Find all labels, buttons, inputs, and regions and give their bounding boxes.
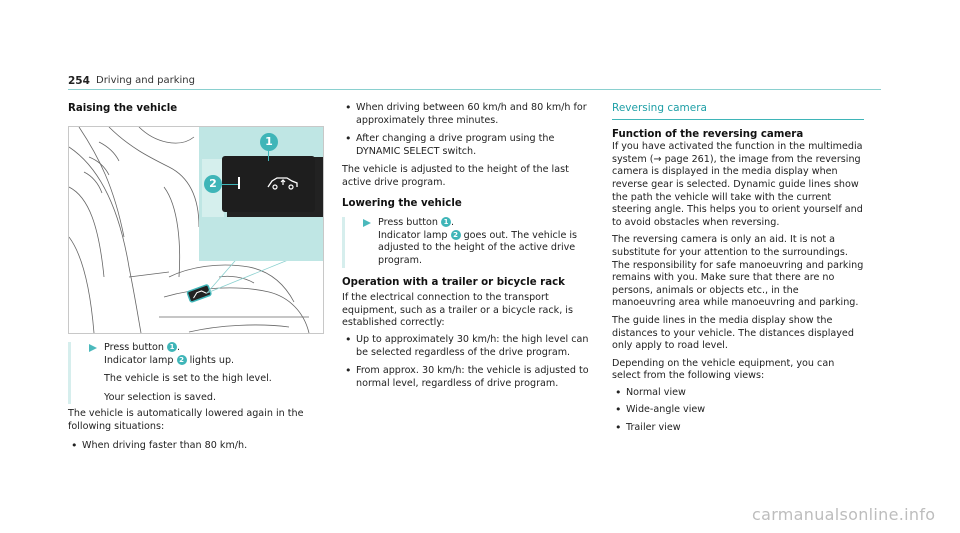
result-saved: Your selection is saved. xyxy=(104,391,217,403)
indicator-lamp xyxy=(238,177,240,189)
header-rule xyxy=(68,89,881,90)
callout-2: 2 xyxy=(204,175,222,193)
middle-column xyxy=(342,102,592,390)
step-press-button: Press button 1 . Indicator lamp 2 lights up. xyxy=(87,342,323,367)
page-number: 254 xyxy=(68,75,90,87)
trailer-text: If the electrical connection to the transport equipment, such as a trailer or a bicycle rack, is established correctly: xyxy=(342,292,573,329)
lowering-steps xyxy=(342,217,592,267)
para-aid: The reversing camera is only an aid. It is not a substitute for your attention to the surroundings. The responsibility for safe manoeuvring and parking remains with you. Make sure that there are no persons, animals or objects etc., in the manoeuvring area while manoeuvring and parking. xyxy=(612,234,864,309)
list-item: • Up to approximately 30 km/h: the high level can be selected regardless of the drive program. xyxy=(342,334,592,359)
callout-2-leader xyxy=(222,184,238,185)
list-item: • After changing a drive program using the DYNAMIC SELECT switch. xyxy=(342,133,592,158)
para-guidelines: The guide lines in the media display show the distances to your vehicle. The distances displayed only apply to road level. xyxy=(612,314,854,352)
car-raise-icon[interactable] xyxy=(266,175,300,191)
lowering-title: Lowering the vehicle xyxy=(342,197,462,209)
list-item: • When driving between 60 km/h and 80 km/h for approximately three minutes. xyxy=(342,102,592,127)
callout-1-leader xyxy=(268,151,269,161)
para-views: Depending on the vehicle equipment, you can select from the following views: xyxy=(612,357,835,382)
button-ref-1: 1 xyxy=(441,217,451,227)
watermark: carmanualsonline.info xyxy=(752,505,936,524)
list-item: • Trailer view xyxy=(612,422,864,435)
result-high-level: The vehicle is set to the high level. xyxy=(104,373,272,385)
list-item: • Normal view xyxy=(612,387,864,400)
list-item: • When driving faster than 80 km/h. xyxy=(68,440,318,453)
section-rule xyxy=(612,119,864,120)
step-press-button: Press button 1 . Indicator lamp 2 goes out. The vehicle is adjusted to the height of the active drive program. xyxy=(361,217,592,267)
callout-1: 1 xyxy=(260,133,278,151)
right-column xyxy=(612,102,864,435)
raising-steps xyxy=(68,342,323,404)
trailer-title: Operation with a trailer or bicycle rack xyxy=(342,276,565,288)
para-function: If you have activated the function in the multimedia system (→ page 261), the image from the reversing camera is displayed in the media display when reverse gear is selected. Dynamic guide lines show the path the vehicle will take with the current steering angle. This helps you to orient yourself and to avoid obstacles when reversing. xyxy=(612,141,863,228)
section-title-reversing-camera: Reversing camera xyxy=(612,102,707,114)
lamp-ref-2: 2 xyxy=(451,230,461,240)
adjusted-text: The vehicle is adjusted to the height of the last active drive program. xyxy=(342,164,569,188)
raising-title: Raising the vehicle xyxy=(68,103,178,114)
list-item: • From approx. 30 km/h: the vehicle is adjusted to normal level, regardless of drive program. xyxy=(342,365,592,390)
function-title: Function of the reversing camera xyxy=(612,128,804,140)
running-header: Driving and parking xyxy=(96,75,195,86)
button-ref-1: 1 xyxy=(167,342,177,352)
list-item: • Wide-angle view xyxy=(612,404,864,417)
lowered-intro: The vehicle is automatically lowered again in the following situations: xyxy=(68,408,304,432)
lamp-ref-2: 2 xyxy=(177,355,187,365)
